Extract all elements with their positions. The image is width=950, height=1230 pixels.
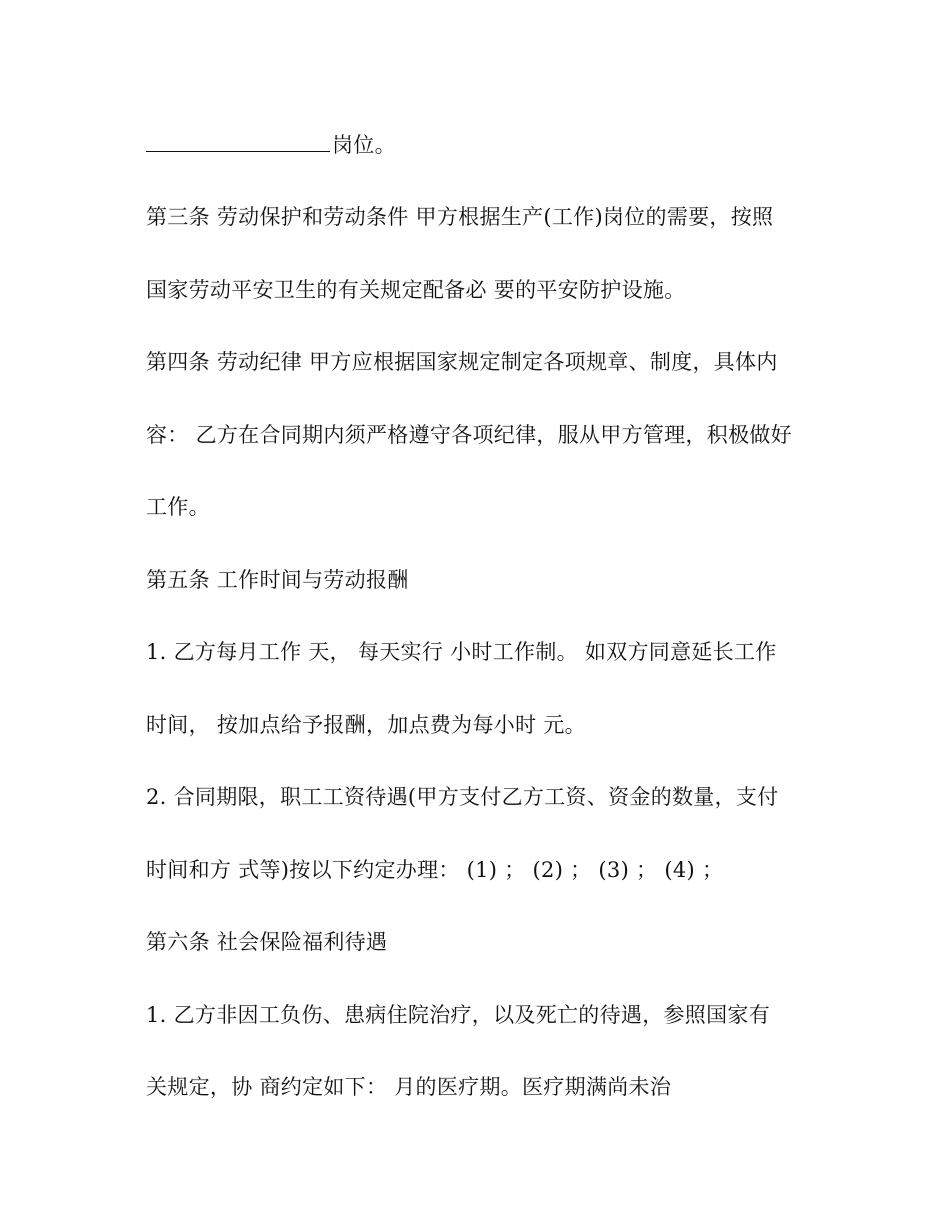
line-text: 容： 乙方在合同期内须严格遵守各项纪律，服从甲方管理，积极做好 [146, 423, 792, 447]
article-3-heading-line [146, 203, 773, 231]
article-4-heading-line [146, 348, 778, 376]
line-text: 国家劳动平安卫生的有关规定配备必 要的平安防护设施。 [146, 278, 686, 302]
line-text: 第三条 劳动保护和劳动条件 甲方根据生产(工作)岗位的需要，按照 [146, 205, 774, 229]
paragraph-line [146, 493, 210, 521]
paragraph-line [146, 276, 685, 304]
line-text: 第五条 工作时间与劳动报酬 [146, 568, 409, 592]
line-position-blank [146, 131, 396, 159]
paragraph-line [146, 856, 723, 884]
line-text: 1. 乙方每月工作 天， 每天实行 小时工作制。 如双方同意延长工作 [146, 640, 777, 664]
line-text: 时间和方 式等)按以下约定办理： (1) ； (2) ； (3) ； (4) ； [146, 858, 724, 882]
line-text: 第六条 社会保险福利待遇 [146, 930, 388, 954]
line-text: 岗位。 [332, 133, 396, 157]
article-5-heading [146, 566, 409, 594]
line-text: 第四条 劳动纪律 甲方应根据国家规定制定各项规章、制度，具体内 [146, 350, 778, 374]
clause-5-2-line [146, 783, 779, 811]
paragraph-line [146, 1073, 671, 1101]
line-text: 关规定，协 商约定如下： 月的医疗期。医疗期满尚未治 [146, 1075, 672, 1099]
line-text: 工作。 [146, 495, 210, 519]
line-text: 2. 合同期限，职工工资待遇(甲方支付乙方工资、资金的数量，支付 [146, 785, 779, 809]
clause-5-1-line [146, 638, 777, 666]
article-6-heading [146, 928, 387, 956]
paragraph-line [146, 421, 792, 449]
clause-6-1-line [146, 1001, 770, 1029]
paragraph-line [146, 711, 586, 739]
line-text: 时间， 按加点给予报酬，加点费为每小时 元。 [146, 713, 586, 737]
fill-in-blank [146, 133, 330, 152]
line-text: 1. 乙方非因工负伤、患病住院治疗，以及死亡的待遇，参照国家有 [146, 1003, 771, 1027]
